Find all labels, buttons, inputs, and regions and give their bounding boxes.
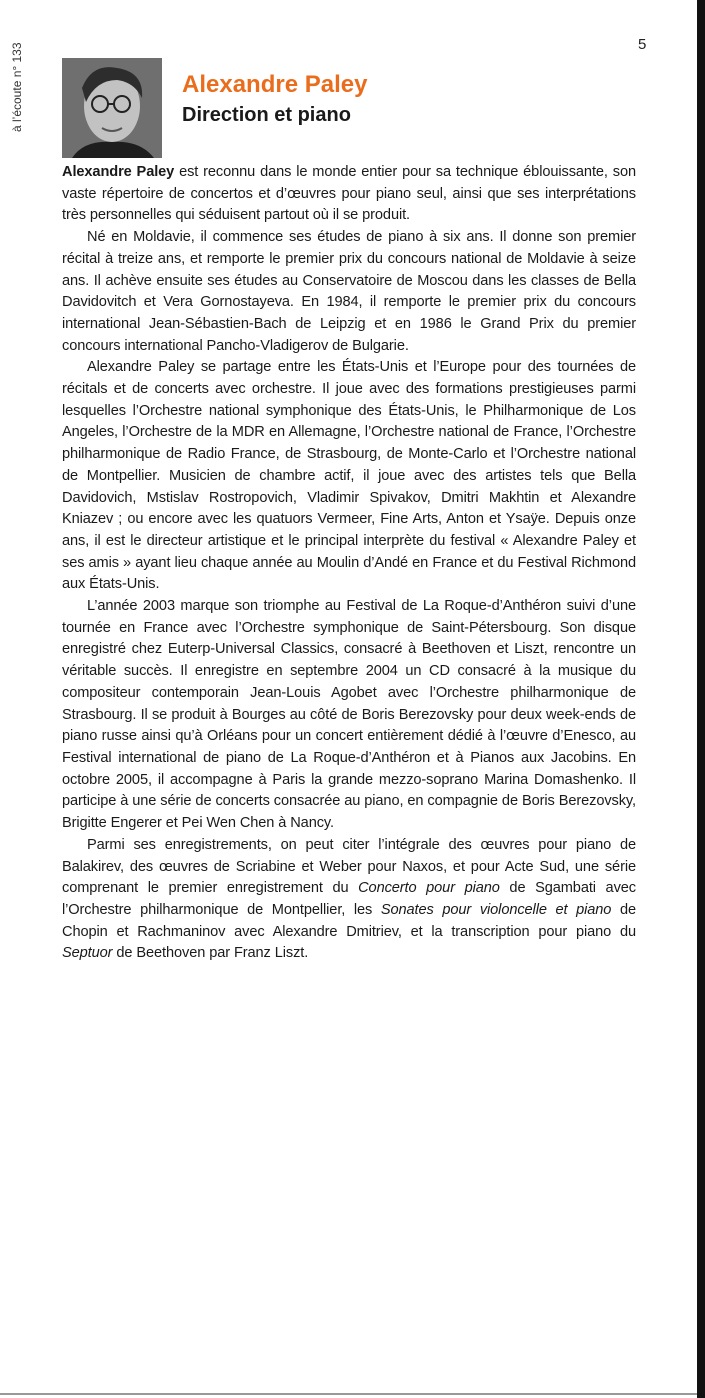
publication-side-label: à l’écoute n° 133 [10, 42, 24, 132]
bio-p5-text-e: de Chopin et Rachmaninov avec Alexandre Dmitriev, et la transcription pour piano du [62, 901, 637, 940]
bio-p5-text-g: de Beethoven par Franz Liszt. [112, 945, 309, 962]
page-bottom-edge [0, 1393, 697, 1395]
biography-text [62, 162, 636, 965]
bio-lead-name: Alexandre Paley [62, 164, 175, 180]
bio-p5-text-a: Parmi ses enregistrements, on peut citer l’intégrale des œuvres pour piano de Balakirev, des œuvres de Scriabine et Weber pour Naxos, et pour Acte Sud, une série comprenant le premier enregistrement du [62, 836, 636, 897]
bio-paragraph-1 [62, 162, 636, 227]
bio-paragraph-4: L’année 2003 marque son triomphe au Festival de La Roque-d’Anthéron suivi d’une tournée en France avec l’Orchestre symphonique de Saint-Pétersbourg. Son disque enregistré chez Euterp-Universal Classics, consacré à Beethoven et Liszt, rencontre un véritable succès. Il enregistre en septembre 2004 un CD consacré à la musique du compositeur contemporain Jean-Louis Agobet avec l’Orchestre philharmonique de Strasbourg. Il se produit à Bourges au côté de Boris Berezovsky pour deux week-ends de piano russe ainsi qu’à Orléans pour un concert entièrement dédié à l’œuvre d’Enesco, au Festival international de piano de La Roque-d’Anthéron et à Pianos aux Jacobins. En octobre 2005, il accompagne à Paris la grande mezzo-soprano Marina Domashenko. Il participe à une série de concerts consacrée au piano, en compagnie de Boris Berezovsky, Brigitte Engerer et Pei Wen Chen à Nancy. [62, 598, 636, 832]
bio-paragraph-5 [62, 835, 636, 965]
scan-border [697, 0, 705, 1398]
bio-paragraph-2: Né en Moldavie, il commence ses études de piano à six ans. Il donne son premier récital à treize ans, et remporte le premier prix du concours national de Moldavie à seize ans. Il achève ensuite ses études au Conservatoire de Moscou dans les classes de Bella Davidovitch et Vera Gornostayeva. En 1984, il remporte le premier prix du concours international Jean-Sébastien-Bach de Leipzig et en 1986 le Grand Prix du premier concours international Pancho-Vladigerov de Bulgarie. [62, 229, 636, 354]
portrait-photo [62, 58, 162, 158]
work-title-concerto: Concerto pour piano [358, 880, 500, 897]
work-title-sonates: Sonates pour violoncelle et piano [380, 901, 612, 918]
portrait-icon [62, 58, 162, 158]
artist-role-subtitle: Direction et piano [182, 104, 351, 126]
bio-paragraph-3: Alexandre Paley se partage entre les États-Unis et l’Europe pour des tournées de récitals et de concerts avec orchestre. Il joue avec des formations prestigieuses parmi lesquelles l’Orchestre national symphonique des États-Unis, le Philharmonique de Los Angeles, l’Orchestre de la MDR en Allemagne, l’Orchestre national de France, l’Orchestre philharmonique de Radio France, de Strasbourg, de Monte-Carlo et l’Orchestre national de Montpellier. Musicien de chambre actif, il joue avec des artistes tels que Bella Davidovich, Mstislav Rostropovich, Vladimir Spivakov, Dmitri Makhtin et Alexandre Kniazev ; ou encore avec les quatuors Vermeer, Fine Arts, Anton et Ysaÿe. Depuis onze ans, il est le directeur artistique et le principal interprète du festival « Alexandre Paley et ses amis » ayant lieu chaque année au Moulin d’Andé en France et du Festival Richmond aux États-Unis. [62, 359, 636, 593]
work-title-septuor: Septuor [62, 945, 113, 962]
page-number: 5 [638, 36, 647, 53]
bio-p5-text-c: de Sgambati avec l’Orchestre philharmonique de Montpellier, les [62, 880, 636, 918]
bio-paragraph-1-text: est reconnu dans le monde entier pour sa technique éblouissante, son vaste répertoire de concertos et d’œuvres pour piano seul, ainsi que ses interprétations très personnelles qui séduisent partout où il se produit. [62, 164, 636, 224]
artist-name-heading: Alexandre Paley [182, 71, 368, 98]
